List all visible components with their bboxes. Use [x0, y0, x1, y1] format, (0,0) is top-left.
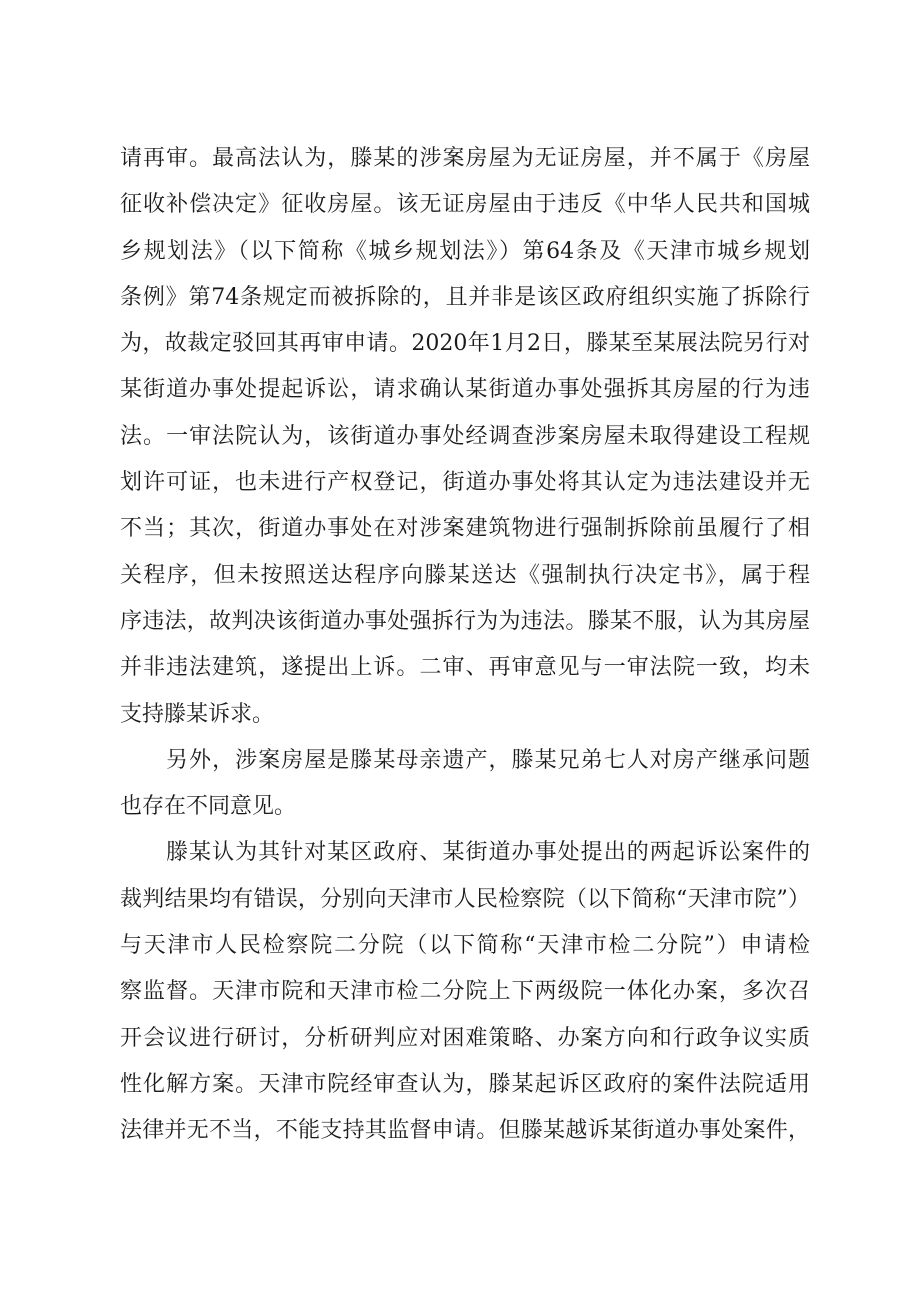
text-line: 序违法，故判决该街道办事处强拆行为为违法。滕某不服，认为其房屋 [120, 608, 810, 634]
text-line: 与天津市人民检察院二分院（以下简称“天津市检二分院”）申请检 [120, 933, 810, 959]
text-line: 性化解方案。天津市院经审查认为，滕某起诉区政府的案件法院适用 [120, 1071, 810, 1097]
text-line: 开会议进行研讨，分析研判应对困难策略、办案方向和行政争议实质 [120, 1025, 810, 1051]
text-line: 裁判结果均有错误，分别向天津市人民检察院（以下简称“天津市院”） [120, 886, 810, 912]
text-line: 另外，涉案房屋是滕某母亲遗产，滕某兄弟七人对房产继承问题 [166, 747, 810, 773]
paragraph [120, 830, 810, 1154]
text-line: 不当；其次，街道办事处在对涉案建筑物进行强制拆除前虽履行了相 [120, 516, 810, 542]
text-line: 征收补偿决定》征收房屋。该无证房屋由于违反《中华人民共和国城 [120, 192, 810, 218]
text-line: 察监督。天津市院和天津市检二分院上下两级院一体化办案，多次召 [120, 979, 810, 1005]
text-line: 请再审。最高法认为，滕某的涉案房屋为无证房屋，并不属于《房屋 [120, 146, 810, 171]
text-line: 为，故裁定驳回其再审申请。2020年1月2日，滕某至某展法院另行对 [120, 331, 810, 357]
paragraph [120, 738, 810, 831]
text-line: 法律并无不当，不能支持其监督申请。但滕某越诉某街道办事处案件， [120, 1118, 810, 1144]
text-line: 滕某认为其针对某区政府、某街道办事处提出的两起诉讼案件的 [166, 840, 810, 866]
text-line: 也存在不同意见。 [120, 794, 297, 820]
document-body [120, 136, 810, 1155]
text-line: 乡规划法》（以下简称《城乡规划法》）第64条及《天津市城乡规划 [120, 238, 810, 264]
text-line: 法。一审法院认为，该街道办事处经调查涉案房屋未取得建设工程规 [120, 423, 810, 449]
paragraph [120, 136, 810, 738]
text-line: 某街道办事处提起诉讼，请求确认某街道办事处强拆其房屋的行为违 [120, 377, 810, 403]
text-line: 条例》第74条规定而被拆除的，且并非是该区政府组织实施了拆除行 [120, 284, 810, 310]
text-line: 并非违法建筑，遂提出上诉。二审、再审意见与一审法院一致，均未 [120, 655, 810, 681]
text-line: 支持滕某诉求。 [120, 701, 275, 727]
text-line: 划许可证，也未进行产权登记，街道办事处将其认定为违法建设并无 [120, 470, 810, 496]
text-line: 关程序，但未按照送达程序向滕某送达《强制执行决定书》，属于程 [120, 562, 810, 588]
